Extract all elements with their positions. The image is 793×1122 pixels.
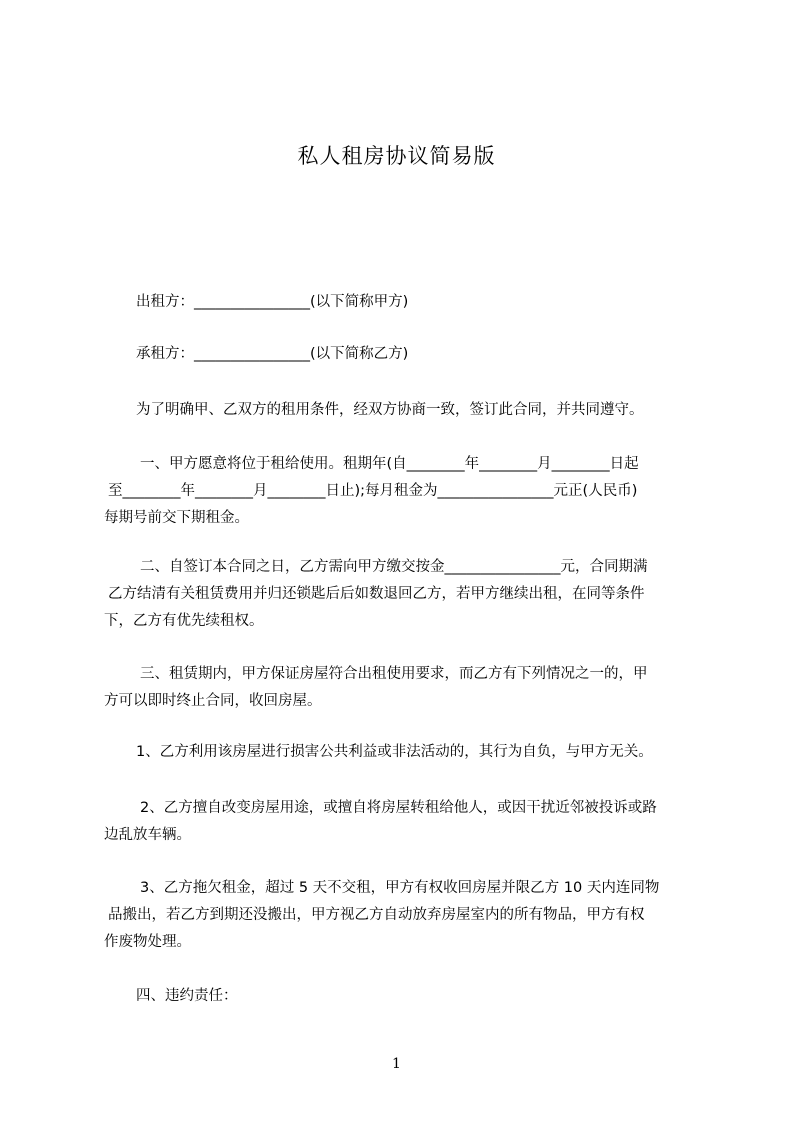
lessor-line bbox=[136, 289, 742, 316]
clause-2-line: 下，乙方有优先续租权。 bbox=[104, 613, 264, 629]
item-1-paragraph bbox=[104, 739, 710, 766]
clause-2-line: 乙方结清有关租赁费用并归还锁匙后后如数退回乙方，若甲方继续出租，在同等条件 bbox=[108, 586, 645, 602]
item-3-line: 品搬出，若乙方到期还没搬出，甲方视乙方自动放弃房屋室内的所有物品，甲方有权 bbox=[108, 907, 645, 923]
item-2-paragraph bbox=[104, 795, 710, 849]
item-1-line: 1、乙方利用该房屋进行损害公共利益或非法活动的，其行为自负，与甲方无关。 bbox=[136, 744, 653, 760]
clause-1-line: 一、甲方愿意将位于租给使用。租期年(自________年________月________日起 bbox=[140, 456, 639, 472]
page-number: 1 bbox=[392, 1056, 401, 1072]
intro-paragraph bbox=[136, 397, 742, 424]
clause-3-line: 方可以即时终止合同，收回房屋。 bbox=[104, 693, 322, 709]
clause-4-heading bbox=[136, 983, 742, 1010]
clause-2-line: 二、自签订本合同之日，乙方需向甲方缴交按金________________元，合同期满 bbox=[140, 559, 648, 575]
item-3-paragraph bbox=[104, 875, 710, 956]
clause-4-text: 四、违约责任： bbox=[136, 988, 238, 1004]
intro-text: 为了明确甲、乙双方的租用条件，经双方协商一致，签订此合同，并共同遵守。 bbox=[136, 402, 644, 418]
item-3-line: 作废物处理。 bbox=[104, 934, 191, 950]
clause-3-line: 三、租赁期内，甲方保证房屋符合出租使用要求，而乙方有下列情况之一的，甲 bbox=[140, 666, 648, 682]
clause-1-line: 每期号前交下期租金。 bbox=[104, 510, 249, 526]
lessee-text: 承租方：________________(以下简称乙方) bbox=[136, 346, 409, 362]
clause-3-paragraph bbox=[104, 661, 710, 715]
clause-1-line: 至________年________月________日止);每月租金为________________元正(人民币) bbox=[108, 483, 638, 499]
clause-1-paragraph bbox=[104, 451, 710, 532]
item-2-line: 2、乙方擅自改变房屋用途，或擅自将房屋转租给他人，或因干扰近邻被投诉或路 bbox=[140, 800, 657, 816]
document-title: 私人租房协议简易版 bbox=[297, 144, 496, 168]
clause-2-paragraph bbox=[104, 554, 710, 635]
lessee-line bbox=[136, 341, 742, 368]
lessor-text: 出租方：________________(以下简称甲方) bbox=[136, 294, 409, 310]
item-2-line: 边乱放车辆。 bbox=[104, 827, 191, 843]
item-3-line: 3、乙方拖欠租金，超过 5 天不交租，甲方有权收回房屋并限乙方 10 天内连同物 bbox=[140, 880, 660, 896]
